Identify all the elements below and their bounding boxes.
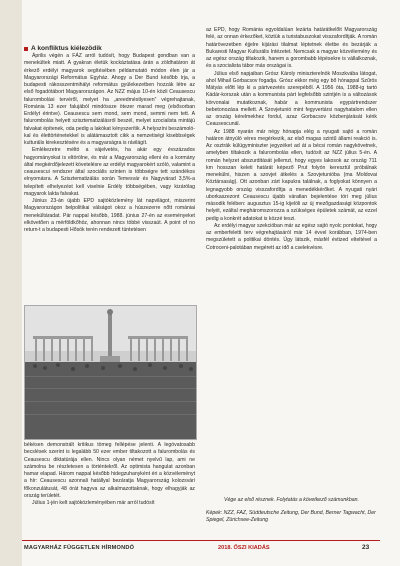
article-heading (24, 45, 195, 53)
paragraph: Az erdélyi magyar szekcióban már az egész sajtó nyolc pontokat, hogy az emberfeletti terv végrehajtásáról már 14 évvel korábban, 1974-ben megszületett a politikai döntés. Úgy látszik, másfél évtized elteltével a Cotroceni-palotában megérett az idő a cselekvésre. (206, 222, 377, 251)
bullet-square-icon (24, 47, 28, 51)
footer-rule (22, 540, 380, 541)
right-column (206, 27, 377, 252)
paragraph: békésen demonstrált kritikus tömeg fellépése jelenti. A legóvatosabb becslések szerint is legalább 50 ezer ember tiltakozott a falurombolás és Ceausescu diktatúrája ellen. Nincs olyan német nyelvű lap, ami ne számolna be részletesen a történtekről. Az optimista hangulat azonban hamar elapad. Három nappal később hidegzuhanyként éri a közvéleményt a hír: Ceausescu azonnali hatállyal bezáratja Magyarország kolozsvári főkonzulátusát, 48 órát hagyva az alkalmazottaknak, hogy elhagyják az ország területét. (24, 442, 195, 499)
page-footer (0, 538, 400, 566)
continuation-note: Vége az első résznek. Folytatás a következő számunkban. (224, 497, 359, 503)
paragraph: Az 1988 nyarán már négy hónapja elég a nyugati sajtó a román határon átnyúló véres megérkezik, az első magas szintű állami reakció is. Az osztrák külügyminiszter jegyzéket ad át a bécsi román nagykövetnek, amelyben tiltakozik a falurombolás ellen, tudósít az NZZ július 5-én. A román helyzet abszurditását jellemzi, hogy egyes lakosok az ország 711 km hosszan keleti határát képező Prut folyón keresztül próbálnak menekülni, hiszen a szovjet átkelés a Szovjetunióba (ma Moldovai Köztársaság). Ott azonban zárt kapukra találnak, a foglyokat könnyen a legnagyobb ország visszafordítja a menedékkérőket. A nyugati nyári uborkaszezont Ceausescu újabb váratlan bejelentése töri meg július második felében: augusztus 15-ig kijelöli az új mezőgazdasági központok helyét, ezáltal megháromszorozza a szükséges épületek számát, az ezzel pedig a konkrét adatokat is közzé teszi. (206, 128, 377, 222)
paragraph: Július első napjaiban Grósz Károly miniszterelnök Moszkvába látogat, ahol Mihail Gorbacsov fogadja. Grósz ekkor még egy bő hónappal Szűrös Mátyás előtt lép ki a pártvezetés szerepéből. A 1956 óta, 1988-ig tartó Kádár-korszak után a kommunista párt legfelsőbb szintjén is a változások körvonalai mutatkoznak, habár a kommunista egypártrendszer bebetonozása mellett. A Szovjetunió mint fegyvertársi nagyhatalom ellen az ország kérelmekhez fordul, azaz Gorbacsov közbenjárását kérik Ceausescunál. (206, 70, 377, 128)
article-endnote (206, 497, 377, 524)
page-margin-band (0, 0, 22, 566)
left-column (24, 53, 195, 234)
page-number: 23 (362, 544, 370, 551)
magazine-name: MAGYARHÁZ FÜGGETLEN HÍRMONDÓ (24, 545, 135, 551)
paragraph: Július 1-jén kelt sajtóközleményében már arról tudósít (32, 500, 155, 506)
image-sources: Képek: NZZ, FAZ, Süddeutsche Zeitung, Der Bund, Berner Tagwacht, Der Spiegel, Zürichsee-Zeitung (206, 510, 376, 523)
issue-label: 2018. ŐSZI KIADÁS (218, 545, 270, 551)
photo-illustration (25, 306, 196, 439)
protest-photo (24, 305, 197, 440)
article-title: A konfliktus kiélezödik (31, 45, 102, 52)
paragraph: az EPD, hogy Románia egyoldalúan lezárta határátkelőit Magyarország felé, az onnan érkezőket, köztük a turistabuszokat visszafordítják. A román határövezetben éjjelre kijárási tilalmat léptetnek életbe és bezárják a Bukaresti Magyar Kulturális Intézetet. Nemcsak a magyar közvélemény és az egész ország tiltakozik, hanem a gorombabb lépésekre is vállalkoznak, és a szocialista tábor más országai is. (206, 27, 377, 70)
paragraph: Április végén a FÁZ arról tudósít, hogy Budapest gondban van a menekültek miatt. A gyakran életük kockáztatása árán a zöldhatáron át érkező erdélyi magyarok segítésében példamutató módon élen jár a Magyarországi Református Egyház. Ahogy a Der Bund később írja, a budapesti rákosszentmihályi református gyülekezetben hozzák létre az első fogadótábort Magyarországon. Az NZZ május 10-én közli Ceausescu falurombolási tervéről, melyet ha „areedméstlyesen” végrehajtanak, Románia 13 ezer falujából mindössze ötezer marad meg (elsősorban Erdélyt érintve). Ceausescu sem mond, sem mond, semmi nem tett. A falurombolás helyett szisztematizálásról beszél, melyet szocialista mintájú falvakat építenek, oda pedig a lakókat kényszerítik. A helyszíni beszámoló-kal és élettörténetekkel is alátámasztott cikk a nemzetiségi kisebbségek kulturális kirekesztésére és a magyarságra is rávilágít. (24, 53, 195, 146)
paragraph: Június 23-án újabb EPD sajtóközlemény lát napvilágot, miszerint Magyarországon belpolitikai válságot okoz a húszezerre nőtt romániai menekültáradat. Pár nappal később, 1988. június 27-én az eseményeket elkövetően a mérföldkőhöz, ahonnan nincs többé visszaút. A point of no return-t a budapesti Hősök terén rendezett tüntetésen (24, 198, 195, 233)
left-column-continued (24, 442, 195, 507)
paragraph: Emlékezetre méltó a vájelvetés, ha akár egy évszázados hagyományokat is eltörölne, és már a Magyarország elleni és a kormány által megkérdőjelezett követelésre az erdélyi magyarokért szóló, valamint a ceausescui rendszer által szociális szinten is többségre tett szándékos elnyomásra. A Szisztematizálás során Temesvár és Nagyvárad 3,5%-a telepített elhelyezést kell viselnie Erdély többségében, vagy kizárólag magyarok lakta falvakat. (24, 147, 195, 197)
